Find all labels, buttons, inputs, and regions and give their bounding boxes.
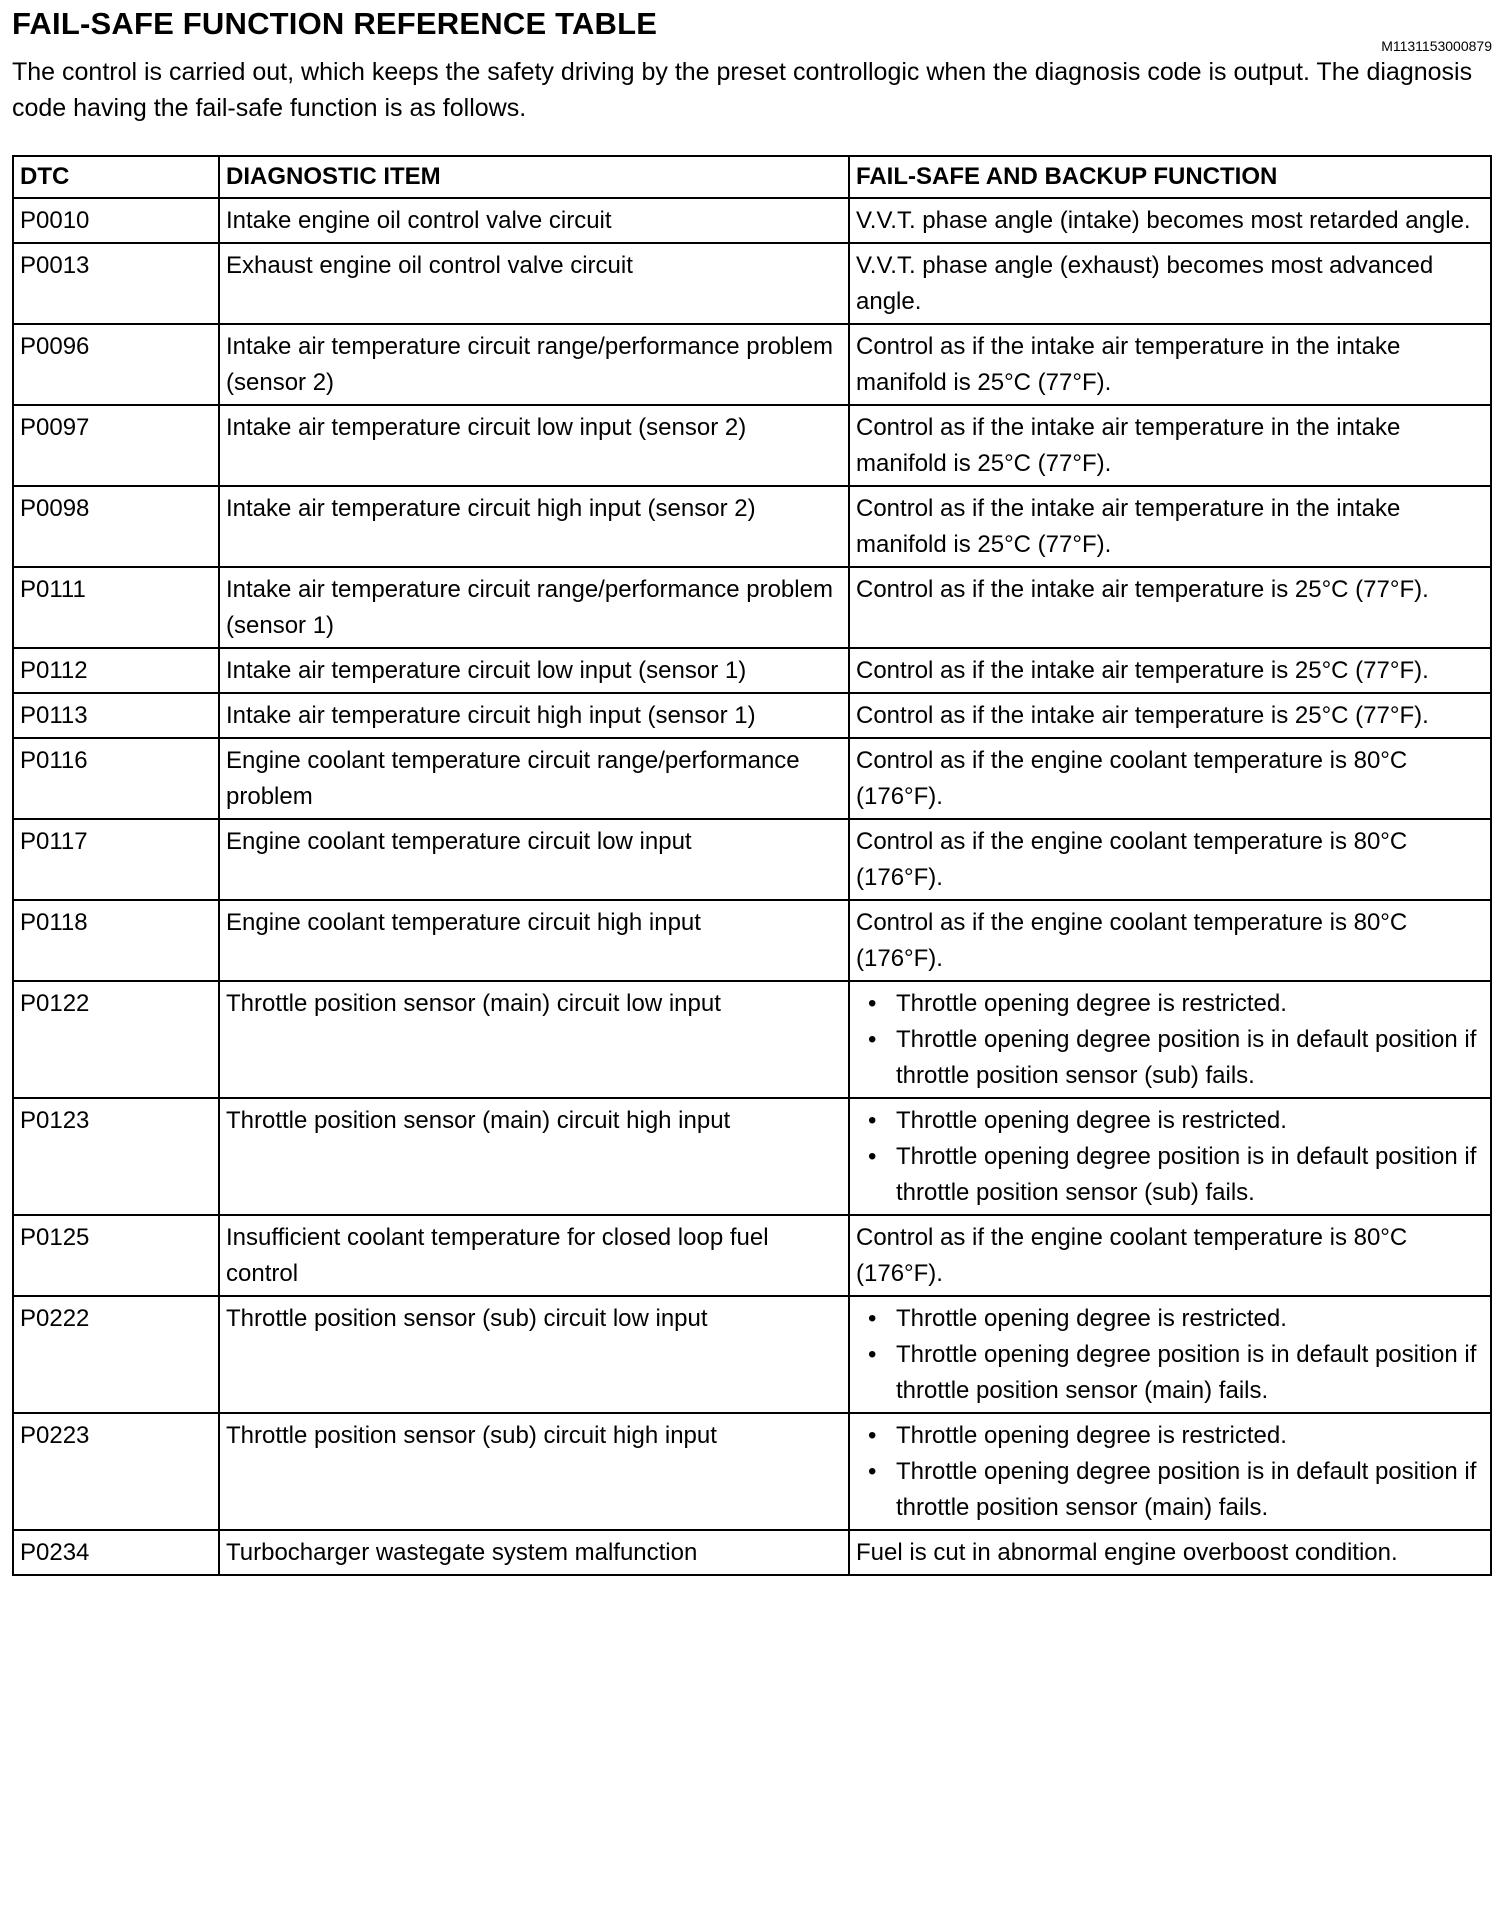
column-header-fail-safe-function: FAIL-SAFE AND BACKUP FUNCTION bbox=[849, 156, 1491, 198]
table-row bbox=[13, 900, 1491, 981]
dtc-cell: P0223 bbox=[13, 1413, 219, 1530]
dtc-cell: P0013 bbox=[13, 243, 219, 324]
fail-safe-bullet-list bbox=[856, 1418, 1484, 1526]
diagnostic-item-cell: Intake engine oil control valve circuit bbox=[219, 198, 849, 243]
table-row bbox=[13, 486, 1491, 567]
diagnostic-item-cell: Insufficient coolant temperature for closed loop fuel control bbox=[219, 1215, 849, 1296]
fail-safe-bullet-list bbox=[856, 1301, 1484, 1409]
diagnostic-item-cell: Throttle position sensor (main) circuit low input bbox=[219, 981, 849, 1098]
fail-safe-function-cell bbox=[849, 1098, 1491, 1215]
fail-safe-function-cell bbox=[849, 900, 1491, 981]
fail-safe-text: Control as if the engine coolant temperature is 80°C (176°F). bbox=[856, 1224, 1408, 1287]
page-title: FAIL-SAFE FUNCTION REFERENCE TABLE bbox=[12, 6, 658, 41]
table-row bbox=[13, 405, 1491, 486]
fail-safe-bullet-list bbox=[856, 986, 1484, 1094]
dtc-cell: P0098 bbox=[13, 486, 219, 567]
column-header-dtc: DTC bbox=[13, 156, 219, 198]
intro-paragraph: The control is carried out, which keeps the safety driving by the preset controllogic when the diagnosis code is output. The diagnosis code having the fail-safe function is as follows. bbox=[12, 58, 1473, 122]
fail-safe-bullet-item: • Throttle opening degree is restricted. bbox=[856, 986, 1484, 1022]
table-header-row bbox=[13, 156, 1491, 198]
fail-safe-bullet-item: • Throttle opening degree position is in default position if throttle position sensor (sub) fails. bbox=[856, 1022, 1484, 1094]
fail-safe-function-cell bbox=[849, 648, 1491, 693]
diagnostic-item-cell: Throttle position sensor (main) circuit high input bbox=[219, 1098, 849, 1215]
dtc-cell: P0123 bbox=[13, 1098, 219, 1215]
dtc-cell: P0122 bbox=[13, 981, 219, 1098]
fail-safe-text: V.V.T. phase angle (intake) becomes most retarded angle. bbox=[856, 207, 1471, 234]
dtc-cell: P0116 bbox=[13, 738, 219, 819]
diagnostic-item-cell: Intake air temperature circuit high input (sensor 2) bbox=[219, 486, 849, 567]
fail-safe-text: Fuel is cut in abnormal engine overboost condition. bbox=[856, 1539, 1398, 1566]
fail-safe-text: Control as if the engine coolant temperature is 80°C (176°F). bbox=[856, 747, 1408, 810]
fail-safe-bullet-item: • Throttle opening degree is restricted. bbox=[856, 1418, 1484, 1454]
fail-safe-function-cell bbox=[849, 738, 1491, 819]
diagnostic-item-cell: Intake air temperature circuit range/performance problem (sensor 1) bbox=[219, 567, 849, 648]
table-row bbox=[13, 1530, 1491, 1575]
dtc-cell: P0125 bbox=[13, 1215, 219, 1296]
fail-safe-text: Control as if the engine coolant temperature is 80°C (176°F). bbox=[856, 909, 1408, 972]
fail-safe-function-cell bbox=[849, 198, 1491, 243]
diagnostic-item-cell: Throttle position sensor (sub) circuit low input bbox=[219, 1296, 849, 1413]
document-page bbox=[12, 0, 1492, 1566]
fail-safe-function-cell bbox=[849, 1413, 1491, 1530]
dtc-cell: P0111 bbox=[13, 567, 219, 648]
fail-safe-bullet-item: • Throttle opening degree is restricted. bbox=[856, 1103, 1484, 1139]
fail-safe-function-cell bbox=[849, 243, 1491, 324]
fail-safe-function-cell bbox=[849, 1530, 1491, 1575]
table-row bbox=[13, 1098, 1491, 1215]
fail-safe-bullet-list bbox=[856, 1103, 1484, 1211]
table-row bbox=[13, 1413, 1491, 1530]
table-row bbox=[13, 738, 1491, 819]
fail-safe-text: Control as if the intake air temperature is 25°C (77°F). bbox=[856, 576, 1429, 603]
fail-safe-function-cell bbox=[849, 567, 1491, 648]
diagnostic-item-cell: Turbocharger wastegate system malfunction bbox=[219, 1530, 849, 1575]
dtc-cell: P0118 bbox=[13, 900, 219, 981]
table-row bbox=[13, 243, 1491, 324]
dtc-cell: P0117 bbox=[13, 819, 219, 900]
dtc-cell: P0010 bbox=[13, 198, 219, 243]
diagnostic-item-cell: Engine coolant temperature circuit high input bbox=[219, 900, 849, 981]
fail-safe-text: Control as if the intake air temperature in the intake manifold is 25°C (77°F). bbox=[856, 495, 1401, 558]
fail-safe-function-cell bbox=[849, 405, 1491, 486]
fail-safe-bullet-item: • Throttle opening degree is restricted. bbox=[856, 1301, 1484, 1337]
table-row bbox=[13, 693, 1491, 738]
diagnostic-item-cell: Engine coolant temperature circuit range/performance problem bbox=[219, 738, 849, 819]
diagnostic-item-cell: Throttle position sensor (sub) circuit high input bbox=[219, 1413, 849, 1530]
dtc-cell: P0113 bbox=[13, 693, 219, 738]
diagnostic-item-cell: Intake air temperature circuit range/performance problem (sensor 2) bbox=[219, 324, 849, 405]
dtc-cell: P0112 bbox=[13, 648, 219, 693]
fail-safe-text: Control as if the intake air temperature in the intake manifold is 25°C (77°F). bbox=[856, 414, 1401, 477]
table-row bbox=[13, 819, 1491, 900]
table-row bbox=[13, 648, 1491, 693]
fail-safe-function-cell bbox=[849, 486, 1491, 567]
fail-safe-function-cell bbox=[849, 981, 1491, 1098]
table-row bbox=[13, 1215, 1491, 1296]
fail-safe-function-cell bbox=[849, 693, 1491, 738]
fail-safe-function-cell bbox=[849, 1296, 1491, 1413]
diagnostic-item-cell: Intake air temperature circuit high input (sensor 1) bbox=[219, 693, 849, 738]
column-header-diagnostic-item: DIAGNOSTIC ITEM bbox=[219, 156, 849, 198]
fail-safe-function-cell bbox=[849, 324, 1491, 405]
table-row bbox=[13, 981, 1491, 1098]
fail-safe-function-cell bbox=[849, 819, 1491, 900]
fail-safe-bullet-item: • Throttle opening degree position is in default position if throttle position sensor (main) fails. bbox=[856, 1337, 1484, 1409]
dtc-cell: P0234 bbox=[13, 1530, 219, 1575]
table-row bbox=[13, 1296, 1491, 1413]
fail-safe-table bbox=[12, 155, 1492, 1576]
dtc-cell: P0097 bbox=[13, 405, 219, 486]
table-row bbox=[13, 567, 1491, 648]
document-id: M1131153000879 bbox=[1381, 38, 1492, 54]
table-row bbox=[13, 324, 1491, 405]
fail-safe-text: Control as if the engine coolant temperature is 80°C (176°F). bbox=[856, 828, 1408, 891]
diagnostic-item-cell: Exhaust engine oil control valve circuit bbox=[219, 243, 849, 324]
fail-safe-bullet-item: • Throttle opening degree position is in default position if throttle position sensor (main) fails. bbox=[856, 1454, 1484, 1526]
fail-safe-text: Control as if the intake air temperature is 25°C (77°F). bbox=[856, 657, 1429, 684]
fail-safe-text: Control as if the intake air temperature is 25°C (77°F). bbox=[856, 702, 1429, 729]
diagnostic-item-cell: Intake air temperature circuit low input (sensor 2) bbox=[219, 405, 849, 486]
fail-safe-function-cell bbox=[849, 1215, 1491, 1296]
fail-safe-text: V.V.T. phase angle (exhaust) becomes most advanced angle. bbox=[856, 252, 1434, 315]
fail-safe-text: Control as if the intake air temperature in the intake manifold is 25°C (77°F). bbox=[856, 333, 1401, 396]
diagnostic-item-cell: Engine coolant temperature circuit low input bbox=[219, 819, 849, 900]
fail-safe-bullet-item: • Throttle opening degree position is in default position if throttle position sensor (sub) fails. bbox=[856, 1139, 1484, 1211]
title-row bbox=[12, 0, 1492, 54]
dtc-cell: P0222 bbox=[13, 1296, 219, 1413]
diagnostic-item-cell: Intake air temperature circuit low input (sensor 1) bbox=[219, 648, 849, 693]
table-row bbox=[13, 198, 1491, 243]
table-body bbox=[13, 198, 1491, 1575]
dtc-cell: P0096 bbox=[13, 324, 219, 405]
